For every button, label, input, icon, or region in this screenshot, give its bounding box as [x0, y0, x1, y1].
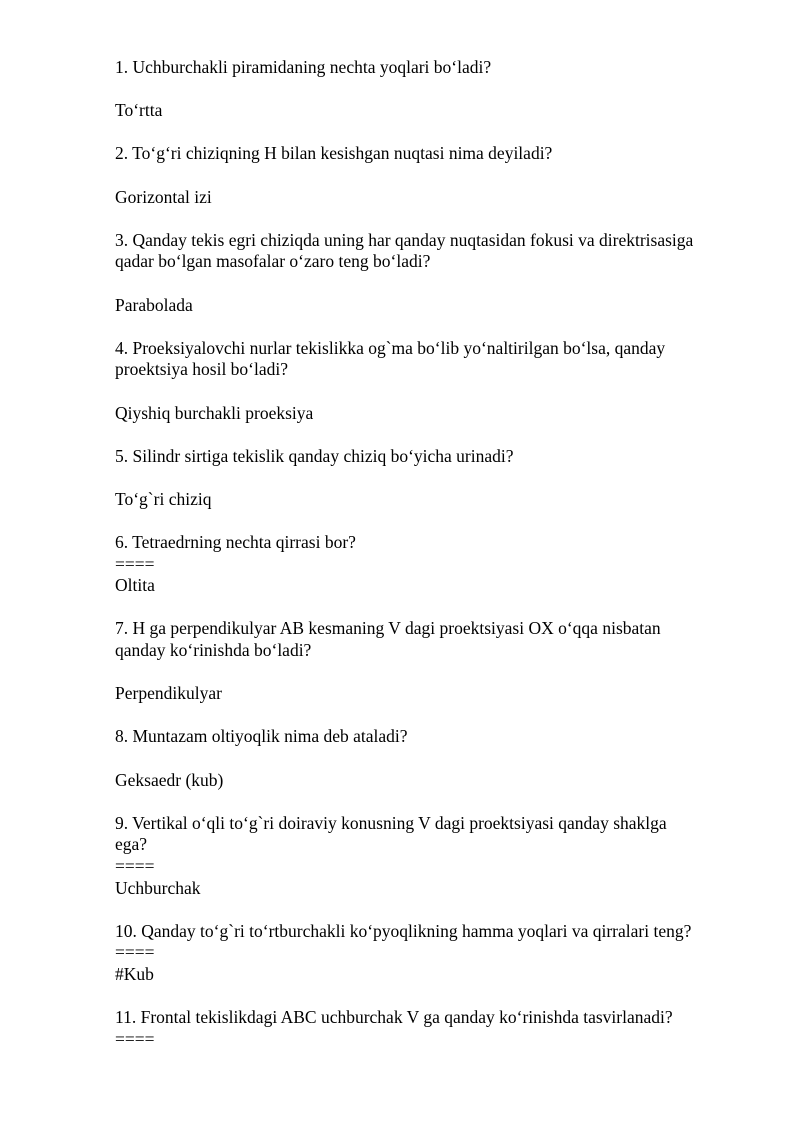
separator: ====: [115, 553, 155, 574]
answer-3: Parabolada: [115, 294, 193, 315]
question-text: qadar bo‘lgan masofalar o‘zaro teng bo‘ladi?: [115, 251, 431, 272]
question-text: 9. Vertikal o‘qli to‘g`ri doiraviy konusning V dagi proektsiyasi qanday shaklga: [115, 812, 667, 833]
separator: ====: [115, 1028, 155, 1049]
answer-1: To‘rtta: [115, 100, 163, 121]
answer-9: Uchburchak: [115, 877, 201, 898]
question-3: [115, 230, 745, 273]
question-text: 6. Tetraedrning nechta qirrasi bor?: [115, 532, 356, 553]
document-page: [115, 57, 745, 1050]
question-1: [115, 57, 745, 79]
question-text: 10. Qanday to‘g`ri to‘rtburchakli ko‘pyoqlikning hamma yoqlari va qirralari teng?: [115, 920, 692, 941]
question-text: proektsiya hosil bo‘ladi?: [115, 359, 289, 380]
question-8: [115, 726, 745, 748]
question-5: [115, 446, 745, 468]
question-text: 11. Frontal tekislikdagi ABC uchburchak V ga qanday ko‘rinishda tasvirlanadi?: [115, 1007, 673, 1028]
answer-7: Perpendikulyar: [115, 683, 222, 704]
answer-6: Oltita: [115, 575, 155, 596]
separator: ====: [115, 855, 155, 876]
question-text: 3. Qanday tekis egri chiziqda uning har qanday nuqtasidan fokusi va direktrisasiga: [115, 229, 694, 250]
answer-8: Geksaedr (kub): [115, 769, 224, 790]
question-7: [115, 618, 745, 661]
question-10: [115, 921, 745, 943]
answer-5: To‘g`ri chiziq: [115, 488, 212, 509]
question-text: qanday ko‘rinishda bo‘ladi?: [115, 640, 312, 661]
answer-10: #Kub: [115, 963, 154, 984]
question-11: [115, 1007, 745, 1029]
question-6: [115, 532, 745, 554]
answer-4: Qiyshiq burchakli proeksiya: [115, 402, 314, 423]
question-4: [115, 338, 745, 381]
question-9: [115, 813, 745, 856]
question-text: 5. Silindr sirtiga tekislik qanday chiziq bo‘yicha urinadi?: [115, 445, 514, 466]
question-2: [115, 143, 745, 165]
answer-2: Gorizontal izi: [115, 186, 212, 207]
separator: ====: [115, 942, 155, 963]
question-text: 7. H ga perpendikulyar AB kesmaning V dagi proektsiyasi OX o‘qqa nisbatan: [115, 618, 661, 639]
question-text: 4. Proeksiyalovchi nurlar tekislikka og`ma bo‘lib yo‘naltirilgan bo‘lsa, qanday: [115, 337, 666, 358]
question-text: 1. Uchburchakli piramidaning nechta yoqlari bo‘ladi?: [115, 57, 492, 77]
question-text: ega?: [115, 834, 148, 855]
question-text: 8. Muntazam oltiyoqlik nima deb ataladi?: [115, 726, 408, 747]
question-text: 2. To‘g‘ri chiziqning H bilan kesishgan nuqtasi nima deyiladi?: [115, 143, 553, 164]
